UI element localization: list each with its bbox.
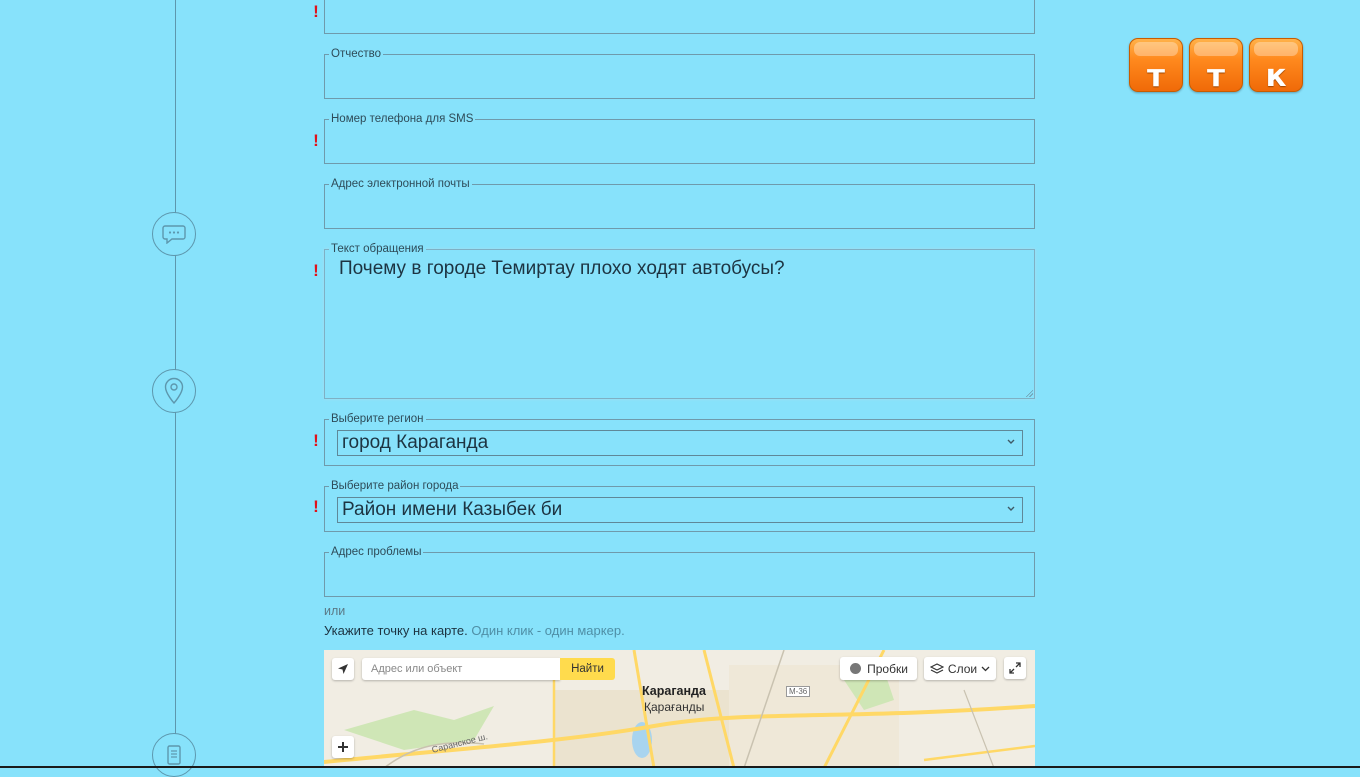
traffic-icon <box>849 662 862 675</box>
district-fieldset <box>324 480 1035 532</box>
resize-grip-icon[interactable] <box>1025 389 1033 397</box>
map-city-label-kz: Қарағанды <box>644 700 705 714</box>
patronymic-field[interactable] <box>324 48 1035 99</box>
map-widget[interactable] <box>324 650 1035 768</box>
message-text: Почему в городе Темиртау плохо ходят автобусы? <box>339 258 785 279</box>
patronymic-label: Отчество <box>331 48 381 60</box>
district-value: Район имени Казыбек би <box>342 499 563 520</box>
layers-label: Слои <box>947 661 978 676</box>
map-city-label: Караганда <box>642 684 706 698</box>
chevron-down-icon <box>981 666 990 672</box>
traffic-button[interactable] <box>840 657 917 680</box>
required-mark: ! <box>313 497 319 516</box>
plus-icon <box>337 741 349 753</box>
or-text: или <box>324 604 346 618</box>
document-icon <box>152 733 196 777</box>
location-pin-icon <box>152 369 196 413</box>
lastname-field[interactable] <box>324 0 1035 34</box>
traffic-label: Пробки <box>867 661 908 676</box>
ttk-logo <box>1129 38 1303 92</box>
geolocation-button[interactable] <box>332 658 354 680</box>
map-find-button[interactable]: Найти <box>560 658 615 680</box>
chevron-down-icon <box>1006 505 1018 515</box>
region-fieldset <box>324 413 1035 466</box>
logo-letter: т <box>1147 58 1165 94</box>
message-textarea[interactable] <box>324 243 1035 399</box>
phone-label: Номер телефона для SMS <box>331 113 474 125</box>
expand-icon <box>1009 662 1021 674</box>
map-hint-link[interactable]: Один клик - один маркер. <box>471 623 625 638</box>
required-mark: ! <box>313 431 319 450</box>
region-select[interactable] <box>337 430 1023 456</box>
map-search-input[interactable]: Адрес или объект <box>362 658 560 680</box>
message-label: Текст обращения <box>331 243 424 255</box>
logo-tile <box>1189 38 1243 92</box>
fullscreen-button[interactable] <box>1004 657 1026 679</box>
region-label: Выберите регион <box>331 413 424 425</box>
layers-button[interactable] <box>924 657 996 680</box>
required-mark: ! <box>313 2 319 21</box>
phone-field[interactable] <box>324 113 1035 164</box>
chat-bubble-icon <box>152 212 196 256</box>
zoom-in-button[interactable] <box>332 736 354 758</box>
map-hint-text: Укажите точку на карте. <box>324 623 468 638</box>
required-mark: ! <box>313 261 319 280</box>
region-value: город Караганда <box>342 432 489 453</box>
logo-tile <box>1249 38 1303 92</box>
map-highway-label: М-36 <box>786 686 810 697</box>
chevron-down-icon <box>1006 438 1018 448</box>
map-street-label: Саранское ш. <box>430 731 489 755</box>
logo-tile <box>1129 38 1183 92</box>
email-field[interactable] <box>324 178 1035 229</box>
district-label: Выберите район города <box>331 480 459 492</box>
logo-letter: т <box>1207 58 1225 94</box>
address-label: Адрес проблемы <box>331 546 422 558</box>
district-select[interactable] <box>337 497 1023 523</box>
required-mark: ! <box>313 131 319 150</box>
map-hint <box>324 623 625 638</box>
address-field[interactable] <box>324 546 1035 597</box>
email-label: Адрес электронной почты <box>331 178 470 190</box>
layers-icon <box>930 663 944 675</box>
navigation-arrow-icon <box>337 663 349 675</box>
logo-letter: к <box>1265 58 1287 94</box>
